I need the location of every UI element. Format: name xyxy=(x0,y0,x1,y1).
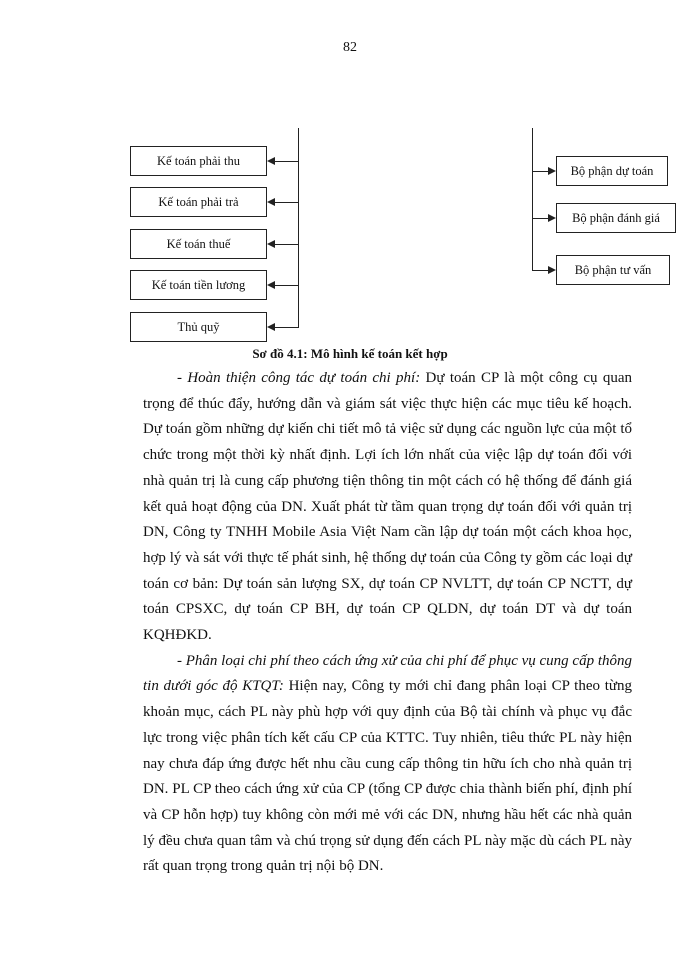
paragraph-body: Dự toán CP là một công cụ quan trọng để thúc đẩy, hướng dẫn và giám sát việc thực hiện các mục tiêu kế hoạch. Dự toán gồm những dự kiến chi tiết mô tả việc sử dụng các nguồn lực của một tổ chức trong một thời kỳ nhất định. Lợi ích lớn nhất của việc lập dự toán đối với nhà quản trị là cung cấp phương tiện thông tin một cách có hệ thống để đánh giá kết quả hoạt động của DN. Xuất phát từ tầm quan trọng dự toán đối với quản trị DN, Công ty TNHH Mobile Asia Việt Nam cần lập dự toán một cách khoa học, hợp lý và sát với thực tế phát sinh, hệ thống dự toán của Công ty gồm các loại dự toán cơ bản: Dự toán sản lượng SX, dự toán CP NVLTT, dự toán CP NCTT, dự toán CPSXC, dự toán CP BH, dự toán CP QLDN, dự toán DT và dự toán KQHĐKD. xyxy=(143,370,633,644)
arrow-left-icon xyxy=(267,323,275,331)
box-cashier: Thủ quỹ xyxy=(130,312,267,342)
box-advisory-dept: Bộ phận tư vấn xyxy=(556,255,670,285)
connector-line xyxy=(532,218,549,219)
connector-line xyxy=(532,171,549,172)
box-accounts-receivable: Kế toán phải thu xyxy=(130,146,267,176)
connector-line xyxy=(275,161,298,162)
paragraph-cost-budgeting xyxy=(143,366,632,649)
diagram-caption: Sơ đồ 4.1: Mô hình kế toán kết hợp xyxy=(252,346,448,361)
connector-line xyxy=(532,270,549,271)
box-tax-accounting: Kế toán thuế xyxy=(130,229,267,259)
paragraph-body: Hiện nay, Công ty mới chỉ đang phân loại CP theo từng khoản mục, cách PL này phù hợp với quy định của Bộ tài chính và phục vụ đắc lực trong việc phân tích kết cấu CP của KTTC. Tuy nhiên, tiêu thức PL này hiện nay chưa đáp ứng được hết nhu cầu cung cấp thông tin hữu ích cho nhà quản trị DN. PL CP theo cách ứng xử của CP (tổng CP được chia thành biến phí, định phí và CP hỗn hợp) tuy không còn mới mẻ với các DN, nhưng hầu hết các nhà quản lý đều chưa quan tâm và chú trọng sử dụng đến cách PL này mặc dù cách PL này rất quan trọng trong quản trị nội bộ DN. xyxy=(143,678,632,875)
arrow-left-icon xyxy=(267,240,275,248)
connector-line xyxy=(275,285,298,286)
arrow-right-icon xyxy=(548,266,556,274)
connector-line xyxy=(275,327,299,328)
connector-line xyxy=(275,202,298,203)
page-number: 82 xyxy=(343,40,357,55)
arrow-right-icon xyxy=(548,214,556,222)
left-trunk-line xyxy=(298,128,299,328)
body-text xyxy=(143,366,632,880)
paragraph-heading: - Hoàn thiện công tác dự toán chi phí: xyxy=(177,370,421,386)
box-budgeting-dept: Bộ phận dự toán xyxy=(556,156,668,186)
box-evaluation-dept: Bộ phận đánh giá xyxy=(556,203,676,233)
arrow-left-icon xyxy=(267,157,275,165)
arrow-right-icon xyxy=(548,167,556,175)
paragraph-cost-classification xyxy=(143,649,632,880)
connector-line xyxy=(275,244,298,245)
paragraph-heading: - Phân loại chi phí theo cách ứng xử của chi phí để phục vụ cung cấp thông tin dưới góc độ KTQT: xyxy=(143,652,633,695)
arrow-left-icon xyxy=(267,281,275,289)
arrow-left-icon xyxy=(267,198,275,206)
right-trunk-line xyxy=(532,128,533,270)
box-payroll-accounting: Kế toán tiền lương xyxy=(130,270,267,300)
box-accounts-payable: Kế toán phải trả xyxy=(130,187,267,217)
